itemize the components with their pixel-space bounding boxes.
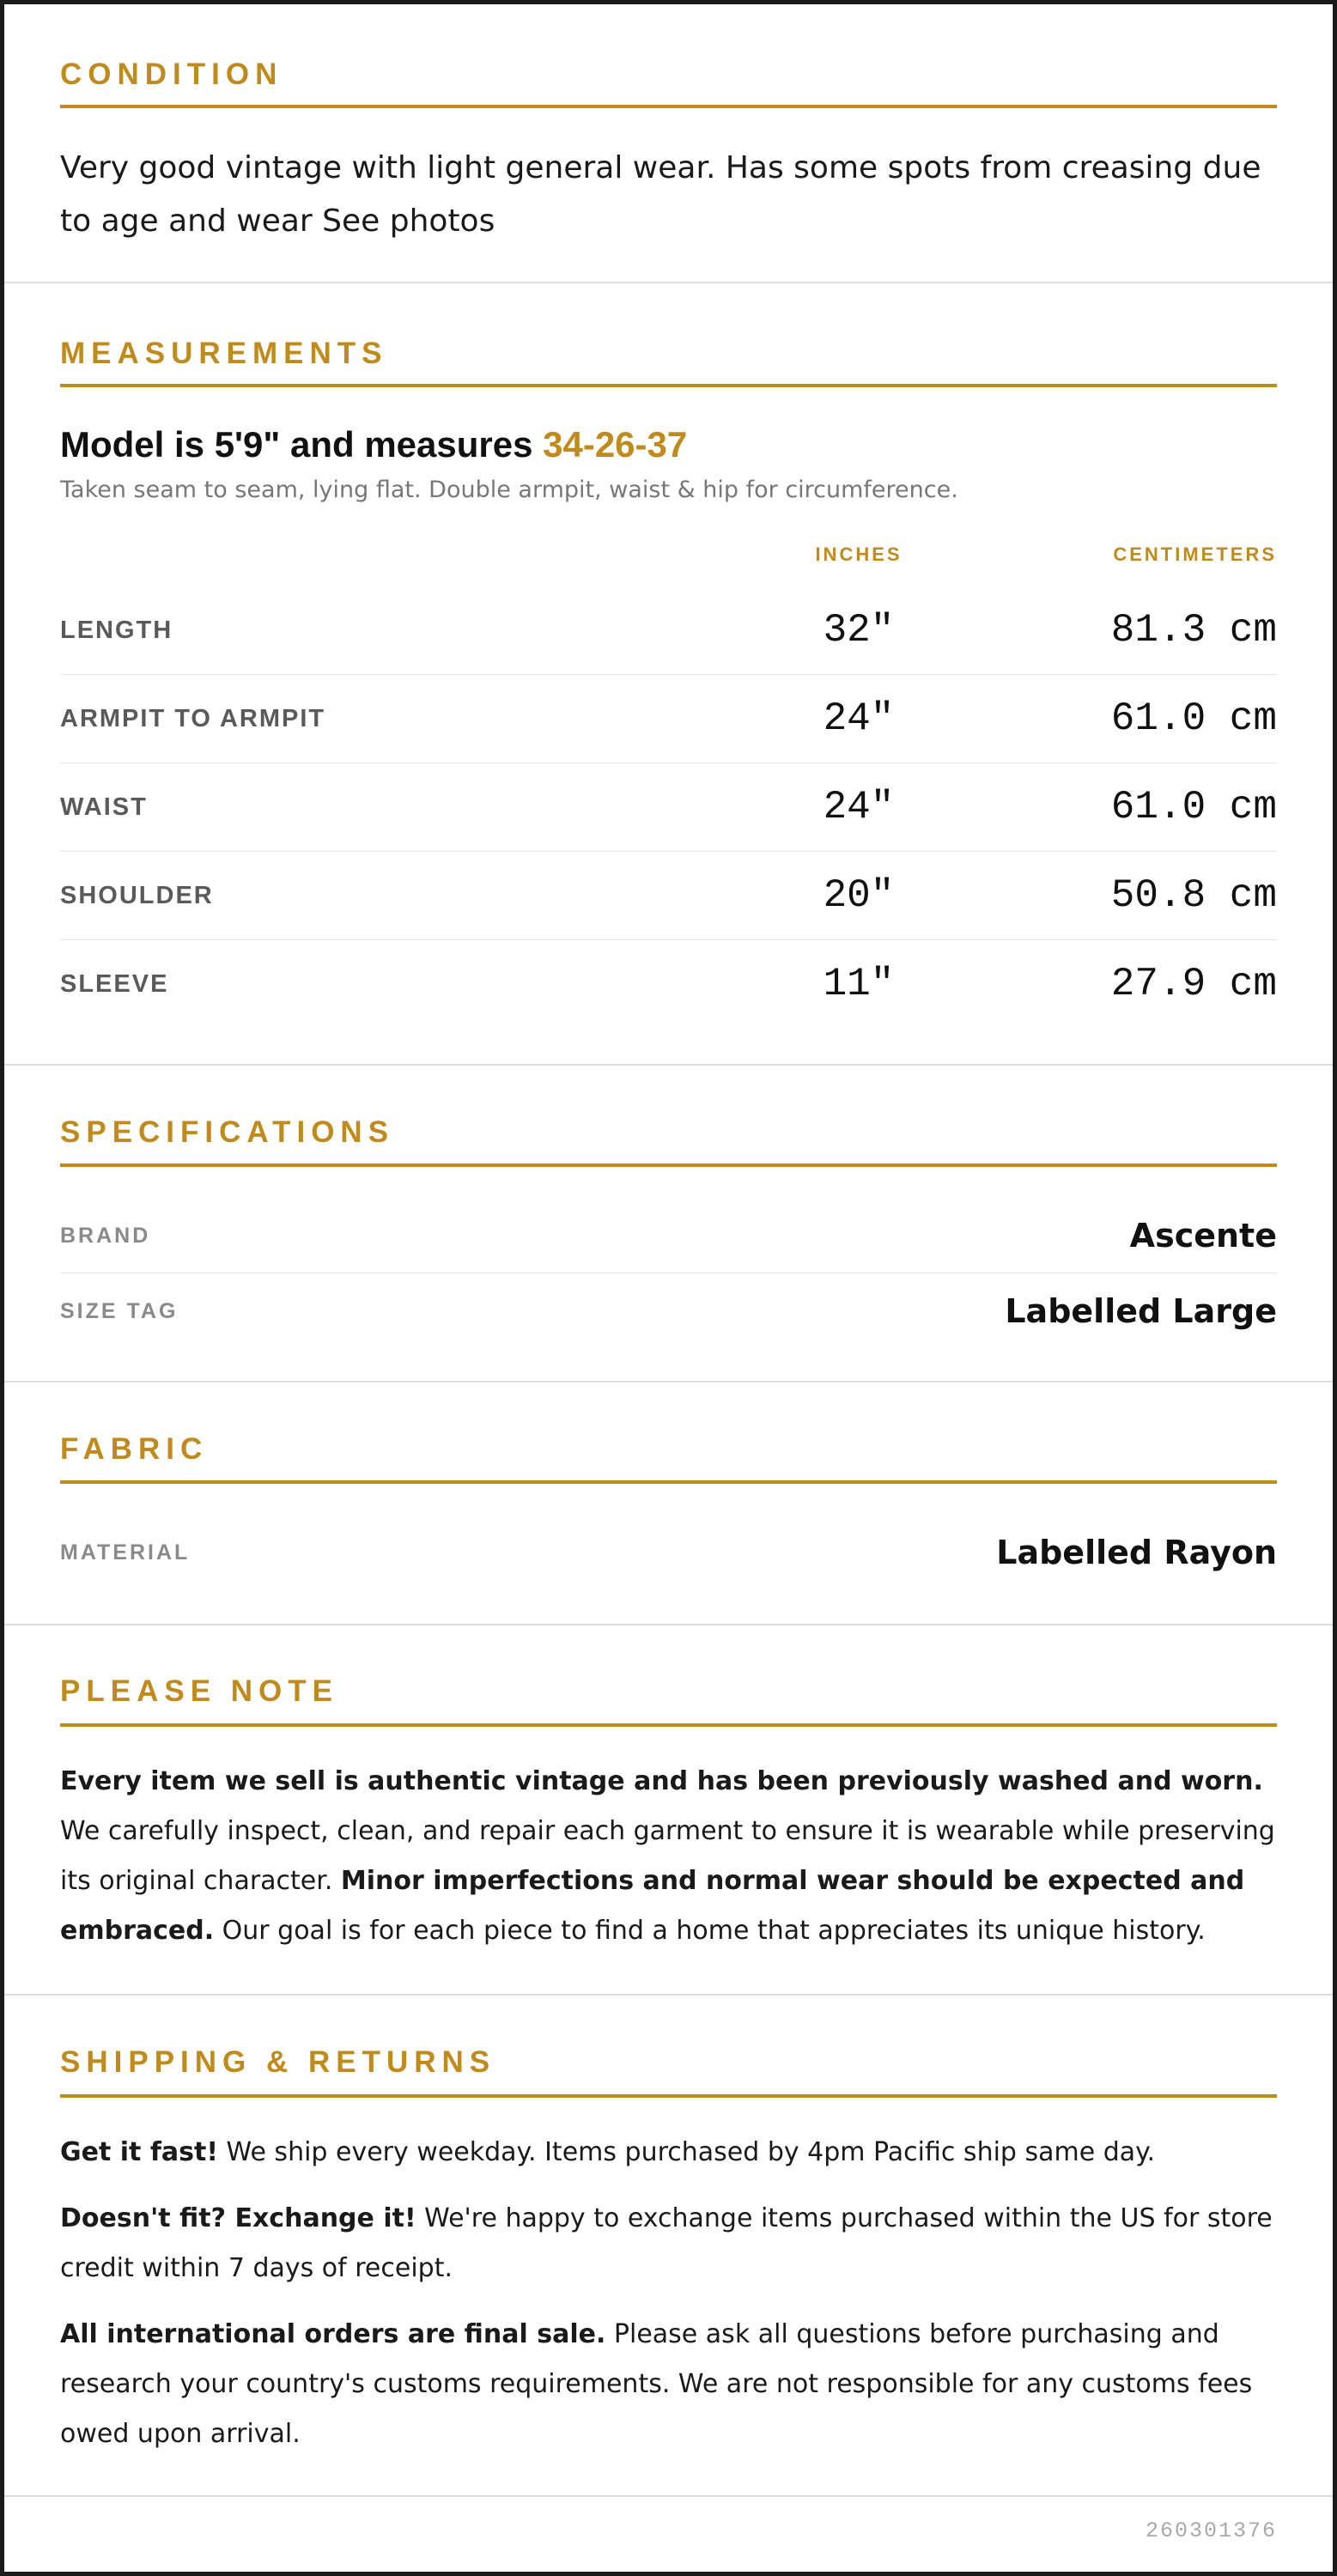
- please-note-rule: [60, 1723, 1277, 1727]
- specifications-heading: SPECIFICATIONS: [60, 1115, 395, 1149]
- measurement-row-sleeve: [60, 940, 1277, 1029]
- please-note-heading: PLEASE NOTE: [60, 1674, 338, 1708]
- measurement-inches: 11": [823, 962, 895, 1006]
- model-info: [60, 423, 687, 466]
- shipping-bold-exchange: Doesn't fit? Exchange it!: [60, 2203, 416, 2233]
- measurement-cm: 61.0 cm: [1110, 696, 1277, 741]
- section-divider: [4, 1064, 1333, 1066]
- model-info-prefix: Model is 5'9" and measures: [60, 424, 544, 465]
- note-bold-imperfections: Minor imperfections and normal wear should be expected and embraced.: [60, 1866, 1245, 1946]
- shipping-paragraph-international: [60, 2310, 1277, 2459]
- measurement-label: WAIST: [60, 793, 148, 821]
- model-measurements: 34-26-37: [543, 424, 688, 465]
- section-divider: [4, 2495, 1333, 2497]
- spec-value: Ascente: [1129, 1217, 1277, 1255]
- measurement-row-waist: [60, 763, 1277, 852]
- shipping-heading: SHIPPING & RETURNS: [60, 2045, 496, 2079]
- measurements-rule: [60, 384, 1277, 387]
- spec-label: BRAND: [60, 1224, 151, 1248]
- measurement-cm: 50.8 cm: [1110, 873, 1277, 918]
- fabric-heading: FABRIC: [60, 1432, 209, 1466]
- shipping-text-international: Please ask all questions before purchasing and research your country's customs requirements. We are not responsible for any customs fees owed upon arrival.: [60, 2319, 1253, 2449]
- column-header-centimeters: CENTIMETERS: [1113, 544, 1277, 565]
- measurements-heading: MEASUREMENTS: [60, 337, 388, 370]
- section-divider: [4, 1994, 1333, 1996]
- measurement-note: Taken seam to seam, lying flat. Double armpit, waist & hip for circumference.: [60, 477, 958, 503]
- section-divider: [4, 1624, 1333, 1625]
- sku-number: 260301376: [1145, 2518, 1277, 2543]
- fabric-label: MATERIAL: [60, 1540, 191, 1564]
- measurement-label: SLEEVE: [60, 970, 169, 998]
- condition-text: Very good vintage with light general wear. Has some spots from creasing due to age and wear See photos: [60, 150, 1261, 239]
- measurement-inches: 32": [823, 608, 895, 653]
- measurement-cm: 81.3 cm: [1110, 608, 1277, 653]
- measurement-label: SHOULDER: [60, 882, 214, 909]
- specifications-rule: [60, 1163, 1277, 1167]
- measurement-row-length: [60, 586, 1277, 675]
- condition-rule: [60, 105, 1277, 108]
- spec-label: SIZE TAG: [60, 1299, 179, 1323]
- note-text-goal: Our goal is for each piece to find a home that appreciates its unique history.: [214, 1916, 1206, 1946]
- spec-row-brand: [60, 1198, 1277, 1273]
- shipping-text-fast: We ship every weekday. Items purchased by 4pm Pacific ship same day.: [218, 2137, 1156, 2167]
- shipping-bold-fast: Get it fast!: [60, 2137, 218, 2167]
- spec-row-size-tag: [60, 1273, 1277, 1349]
- fabric-value: Labelled Rayon: [996, 1534, 1277, 1571]
- measurement-cm: 27.9 cm: [1110, 962, 1277, 1006]
- shipping-rule: [60, 2094, 1277, 2098]
- note-text-inspect: We carefully inspect, clean, and repair each garment to ensure it is wearable while preserving its original character.: [60, 1816, 1275, 1896]
- measurement-inches: 24": [823, 696, 895, 741]
- measurement-row-shoulder: [60, 852, 1277, 940]
- measurement-cm: 61.0 cm: [1110, 785, 1277, 829]
- shipping-bold-international: All international orders are final sale.: [60, 2319, 606, 2349]
- fabric-row-material: [60, 1515, 1277, 1590]
- shipping-paragraph-fast: [60, 2128, 1277, 2178]
- measurement-inches: 20": [823, 873, 895, 918]
- column-header-inches: INCHES: [815, 544, 902, 565]
- measurement-row-armpit: [60, 675, 1277, 763]
- measurement-label: ARMPIT TO ARMPIT: [60, 705, 326, 732]
- measurement-label: LENGTH: [60, 617, 173, 644]
- condition-heading: CONDITION: [60, 58, 283, 91]
- shipping-text-exchange: We're happy to exchange items purchased within the US for store credit within 7 days of receipt.: [60, 2203, 1273, 2283]
- spec-value: Labelled Large: [1005, 1292, 1277, 1330]
- section-divider: [4, 1381, 1333, 1382]
- section-divider: [4, 282, 1333, 283]
- measurement-inches: 24": [823, 785, 895, 829]
- note-bold-authentic: Every item we sell is authentic vintage and has been previously washed and worn.: [60, 1766, 1263, 1796]
- shipping-paragraph-exchange: [60, 2194, 1277, 2293]
- fabric-rule: [60, 1480, 1277, 1484]
- please-note-text: [60, 1757, 1277, 1956]
